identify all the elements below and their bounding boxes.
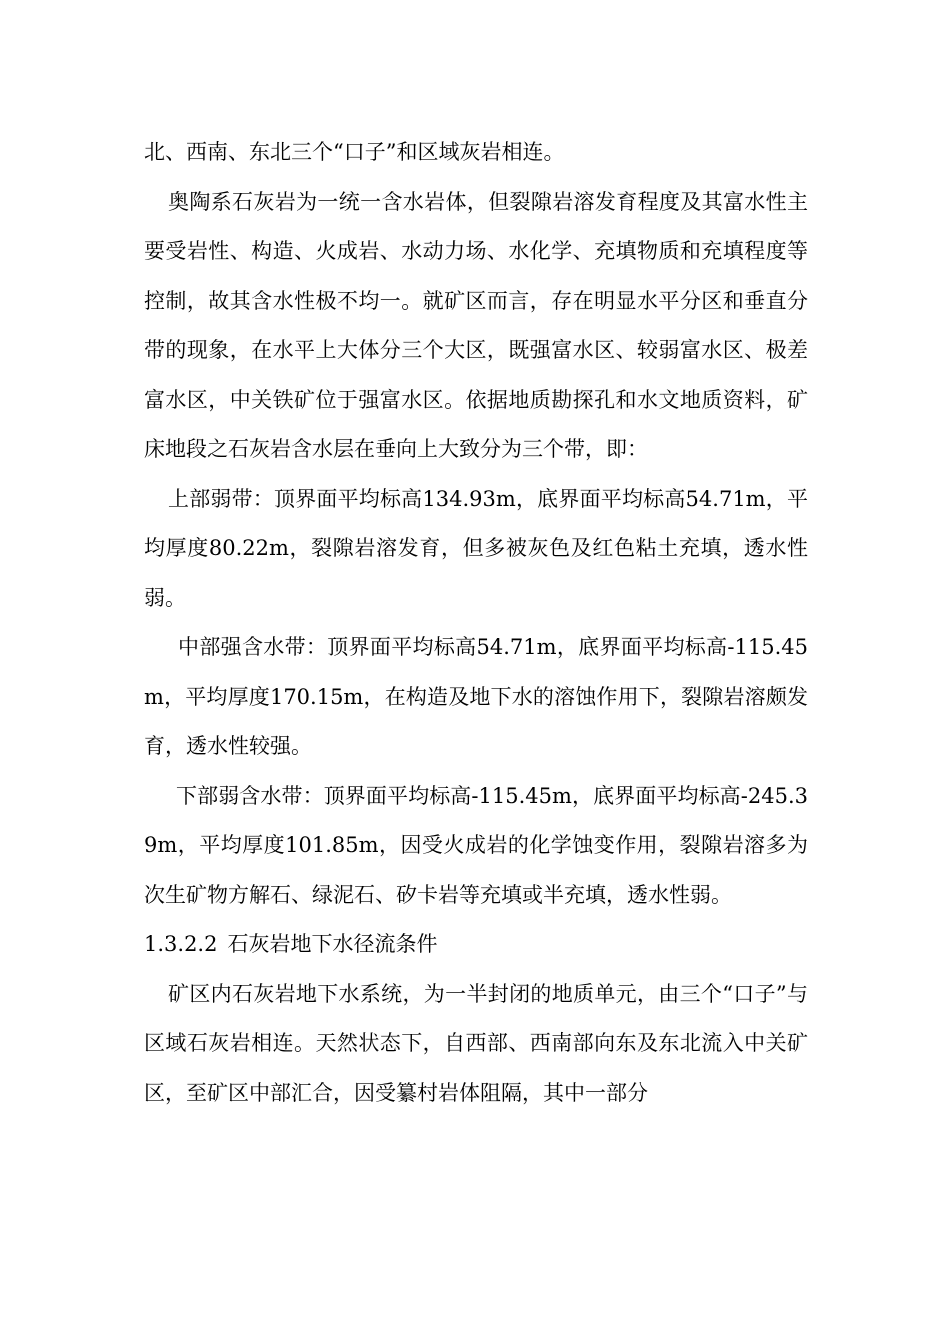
paragraph-continuation: 北、西南、东北三个“口子”和区域灰岩相连。 bbox=[144, 140, 565, 164]
paragraph-limestone-aquifer: 奥陶系石灰岩为一统一含水岩体，但裂隙岩溶发育程度及其富水性主要受岩性、构造、火成岩、水动力场、水化学、充填物质和充填程度等控制，故其含水性极不均一。就矿区而言，存在明显水平分区和垂直分带的现象，在水平上大体分三个大区，既强富水区、较弱富水区、极差富水区，中关铁矿位于强富水区。依据地质勘探孔和水文地质资料，矿床地段之石灰岩含水层在垂向上大致分为三个带，即： bbox=[144, 189, 808, 461]
section-title: 石灰岩地下水径流条件 bbox=[227, 932, 438, 956]
section-number: 1.3.2.2 bbox=[144, 932, 218, 956]
paragraph-runoff-conditions: 矿区内石灰岩地下水系统，为一半封闭的地质单元，由三个“口子”与区域石灰岩相连。天然状态下，自西部、西南部向东及东北流入中关矿区，至矿区中部汇合，因受纂村岩体阻隔，其中一部分 bbox=[144, 981, 808, 1105]
section-heading bbox=[144, 920, 808, 970]
paragraph-lower-weak-zone: 下部弱含水带：顶界面平均标高-115.45m，底界面平均标高-245.39m，平均厚度101.85m，因受火成岩的化学蚀变作用，裂隙岩溶多为次生矿物方解石、绿泥石、矽卡岩等充填或半充填，透水性弱。 bbox=[144, 783, 808, 907]
paragraph-middle-strong-zone: 中部强含水带：顶界面平均标高54.71m，底界面平均标高-115.45m，平均厚度170.15m，在构造及地下水的溶蚀作用下，裂隙岩溶颇发育，透水性较强。 bbox=[144, 635, 808, 758]
paragraph-upper-weak-zone: 上部弱带：顶界面平均标高134.93m，底界面平均标高54.71m，平均厚度80.22m，裂隙岩溶发育，但多被灰色及红色粘土充填，透水性弱。 bbox=[144, 486, 808, 610]
document-body bbox=[144, 128, 808, 1118]
